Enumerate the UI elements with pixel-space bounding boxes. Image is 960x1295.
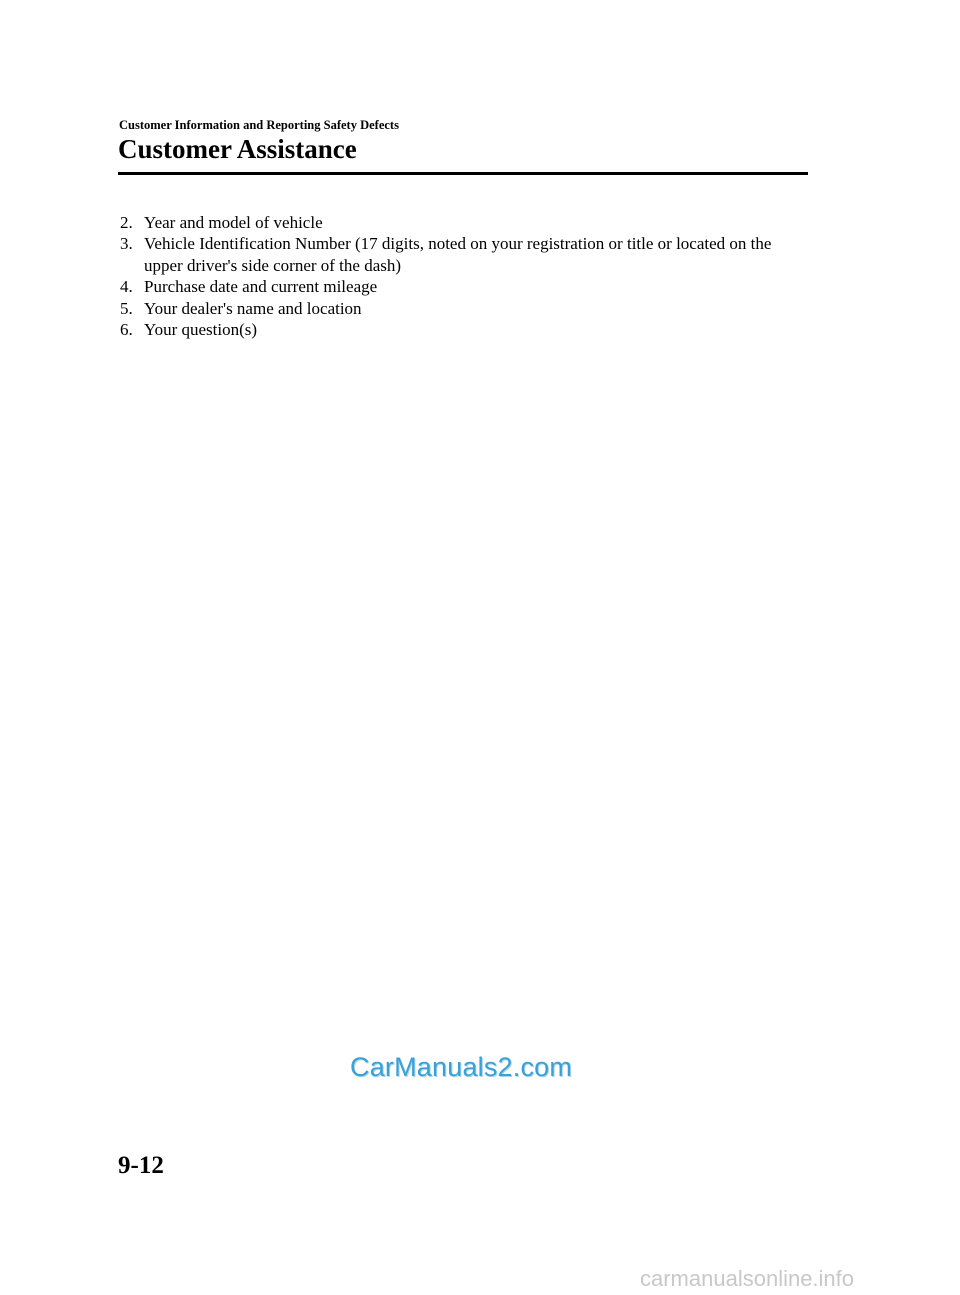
title-rule-divider — [118, 172, 808, 175]
list-item — [120, 319, 810, 340]
section-title: Customer Assistance — [118, 134, 357, 164]
list-item-number: 4. — [120, 277, 133, 297]
list-item — [120, 276, 810, 297]
list-item — [120, 212, 810, 233]
list-item-text: Year and model of vehicle — [144, 213, 323, 232]
list-item-text: Your question(s) — [144, 320, 258, 340]
list-item-text: Your dealer's name and location — [144, 298, 362, 318]
list-item-number: 3. — [120, 234, 133, 254]
numbered-list — [120, 212, 810, 340]
footer-site-watermark: carmanualsonline.info — [640, 1266, 855, 1291]
list-item — [120, 233, 810, 276]
list-item-number: 2. — [120, 213, 133, 232]
page-number: 9-12 — [118, 1152, 164, 1179]
list-item-number: 5. — [120, 298, 133, 318]
running-head: Customer Information and Reporting Safety Defects — [119, 118, 399, 132]
watermark-logo: CarManuals2.com — [350, 1052, 573, 1082]
list-item-text: Vehicle Identification Number (17 digits, noted on your registration or title or located on the upper driver's side corner of the dash) — [144, 234, 772, 275]
list-item-number: 6. — [120, 320, 133, 340]
list-item — [120, 298, 810, 319]
list-item-text: Purchase date and current mileage — [144, 277, 378, 297]
